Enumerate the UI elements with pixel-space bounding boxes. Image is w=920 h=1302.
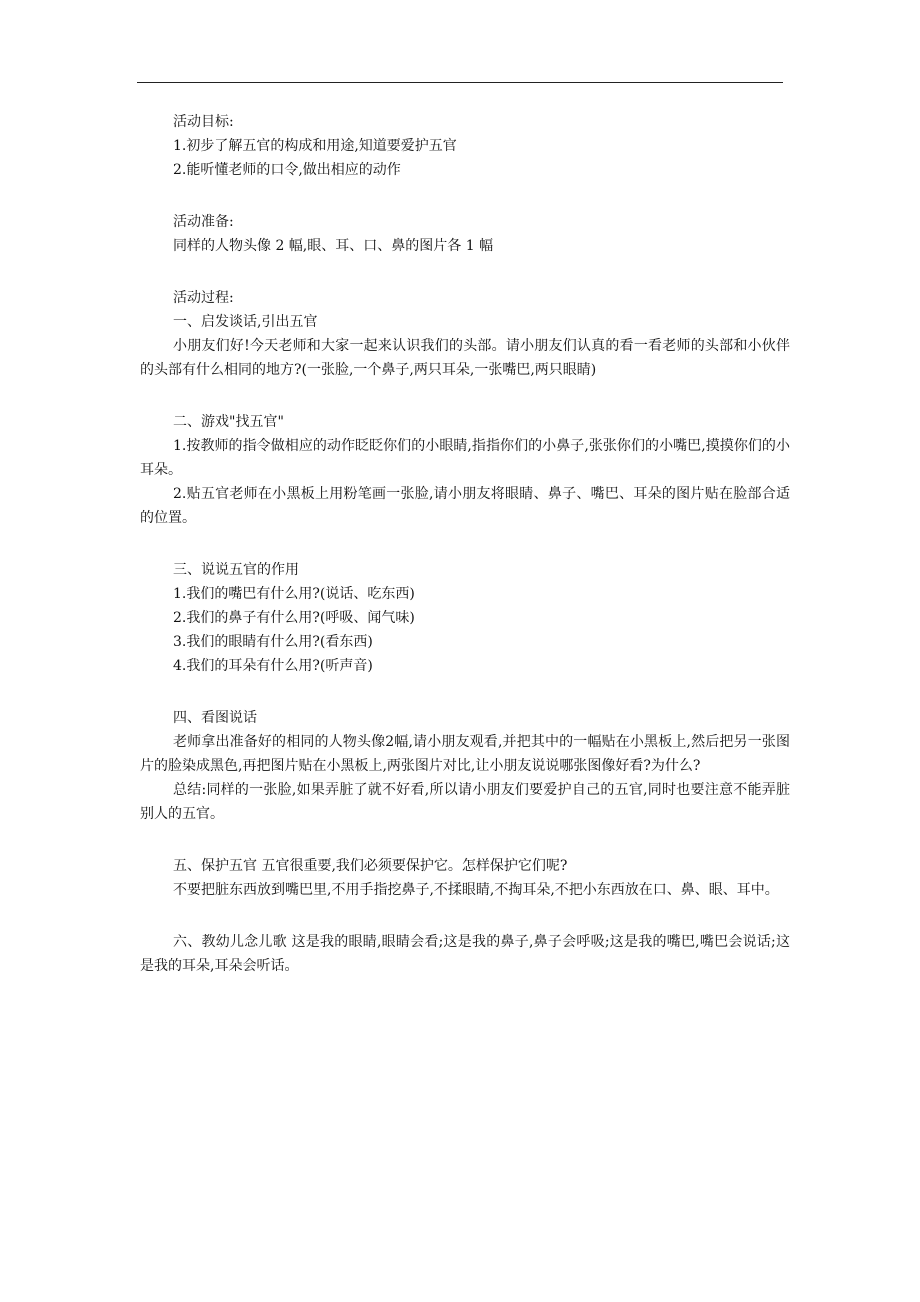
section-paragraph: 1.按教师的指令做相应的动作眨眨你们的小眼睛,指指你们的小鼻子,张张你们的小嘴巴,摸摸你们的小耳朵。 xyxy=(140,438,790,478)
prep-text: 同样的人物头像 2 幅,眼、耳、口、鼻的图片各 1 幅 xyxy=(173,238,494,254)
section-title: 四、看图说话 xyxy=(173,710,257,726)
list-item: 1.我们的嘴巴有什么用?(说话、吃东西) xyxy=(173,586,415,602)
section-title: 一、启发谈话,引出五官 xyxy=(173,314,318,330)
list-item: 3.我们的眼睛有什么用?(看东西) xyxy=(173,634,373,650)
list-item: 2.我们的鼻子有什么用?(呼吸、闻气味) xyxy=(173,610,415,626)
section-paragraph: 老师拿出准备好的相同的人物头像2幅,请小朋友观看,并把其中的一幅贴在小黑板上,然后把另一张图片的脸染成黑色,再把图片贴在小黑板上,两张图片对比,让小朋友说说哪张图像好看?为什么? xyxy=(140,734,790,774)
document-body xyxy=(140,110,790,978)
section-paragraph: 六、教幼儿念儿歌 这是我的眼睛,眼睛会看;这是我的鼻子,鼻子会呼吸;这是我的嘴巴,嘴巴会说话;这是我的耳朵,耳朵会听话。 xyxy=(140,934,790,974)
process-heading: 活动过程: xyxy=(173,290,234,306)
list-item: 4.我们的耳朵有什么用?(听声音) xyxy=(173,658,373,674)
header-rule xyxy=(137,82,783,83)
section-title: 五、保护五官 五官很重要,我们必须要保护它。怎样保护它们呢? xyxy=(173,858,568,874)
section-title: 二、游戏"找五官" xyxy=(173,414,284,430)
summary-paragraph: 总结:同样的一张脸,如果弄脏了就不好看,所以请小朋友们要爱护自己的五官,同时也要注意不能弄脏别人的五官。 xyxy=(140,782,790,822)
section-title: 三、说说五官的作用 xyxy=(173,562,299,578)
section-paragraph: 不要把脏东西放到嘴巴里,不用手指挖鼻子,不揉眼睛,不掏耳朵,不把小东西放在口、鼻、眼、耳中。 xyxy=(173,882,779,898)
section-paragraph: 2.贴五官老师在小黑板上用粉笔画一张脸,请小朋友将眼睛、鼻子、嘴巴、耳朵的图片贴在脸部合适的位置。 xyxy=(140,486,790,526)
goal-item: 2.能听懂老师的口令,做出相应的动作 xyxy=(173,162,401,178)
goals-heading: 活动目标: xyxy=(173,114,234,130)
prep-heading: 活动准备: xyxy=(173,214,234,230)
goal-item: 1.初步了解五官的构成和用途,知道要爱护五官 xyxy=(173,138,457,154)
section-paragraph: 小朋友们好!今天老师和大家一起来认识我们的头部。请小朋友们认真的看一看老师的头部和小伙伴的头部有什么相同的地方?(一张脸,一个鼻子,两只耳朵,一张嘴巴,两只眼睛) xyxy=(140,338,790,378)
